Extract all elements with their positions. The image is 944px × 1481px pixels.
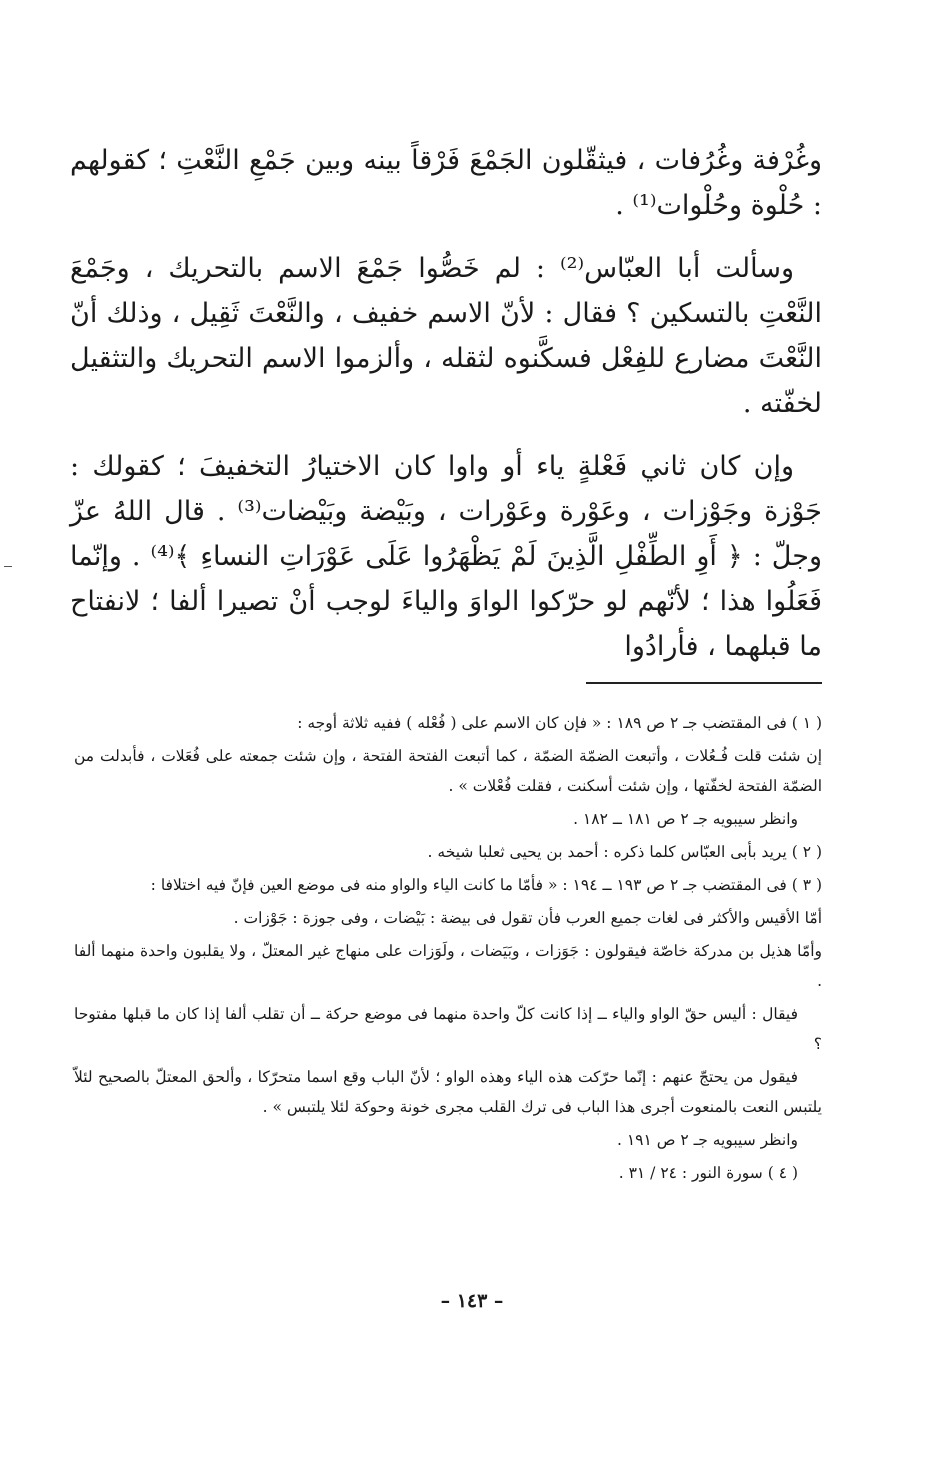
footnote-separator — [586, 682, 822, 684]
footnote-line: ( ٤ ) سورة النور : ٢٤ / ٣١ . — [618, 1164, 798, 1182]
body-paragraph: وإن كان ثاني فَعْلةٍ ياء أو واوا كان الاختيارُ التخفيفَ ؛ كقولك : جَوْزة وجَوْزات ، وعَوْرة وعَوْرات ، وبَيْضة وبَيْضات⁽³⁾ . قال اللهُ عزّ وجلّ : ﴿ أَوِ الطِّفْلِ الَّذِينَ لَمْ يَظْهَرُوا عَلَى عَوْرَاتِ النساءِ ﴾⁽⁴⁾ . وإنّما فَعَلُوا هذا ؛ لأنّهم لو حرّكوا الواوَ والياءَ لوجب أنْ تصيرا ألفا ؛ لانفتاح ما قبلهما ، فأرادُوا — [70, 451, 822, 662]
footnote-line: وأمّا هذيل بن مدركة خاصّة فيقولون : جَوَزات ، وبَيَضات ، ولَوَزات على منهاج غير المعتلّ ، ولا يقلبون واحدة منهما ألفا . — [74, 942, 822, 990]
footnote-line: ( ١ ) فى المقتضب جـ ٢ ص ١٨٩ : « فإن كان الاسم على ( فُعْله ) ففيه ثلاثة أوجه : — [297, 714, 822, 732]
body-paragraph: وسألت أبا العبّاس⁽²⁾ : لم خَصُّوا جَمْعَ الاسم بالتحريك ، وجَمْعَ النَّعْتِ بالتسكين ؟ فقال : لأنّ الاسم خفيف ، والنَّعْتَ ثَقِيل ، وذلك أنّ النَّعْتَ مضارع للفِعْل فسكَّنوه لثقله ، وألزموا الاسم التحريك والتثقيل لخفّته . — [70, 253, 822, 419]
margin-mark — [4, 566, 12, 567]
main-text — [70, 138, 822, 687]
footnote-line: فيقال : أليس حقّ الواو والياء ــ إذا كانت كلّ واحدة منهما فى موضع حركة ــ أن تقلب ألفا إذا كان ما قبلها مفتوحا ؟ — [74, 1005, 822, 1053]
footnote-line: وانظر سيبويه جـ ٢ ص ١٨١ ــ ١٨٢ . — [573, 810, 798, 828]
body-paragraph: وغُرْفة وغُرُفات ، فيثقّلون الجَمْعَ فَرْقاً بينه وبين جَمْعِ النَّعْتِ ؛ كقولهم : حُلْوة وحُلْوات⁽¹⁾ . — [70, 145, 822, 221]
footnote-line: أمّا الأقيس والأكثر فى لغات جميع العرب فأن تقول فى بيضة : بَيْضات ، وفى جوزة : جَوْزات . — [233, 909, 822, 927]
footnote-line: فيقول من يحتجّ عنهم : إنّما حرّكت هذه الياء وهذه الواو ؛ لأنّ الباب وقع اسما متحرّكا ، وألحق المعتلّ بالصحيح لئلاّ يلتبس النعت بالمنعوت أجرى هذا الباب فى ترك القلب مجرى خونة وحوكة لئلا يلتبس » . — [74, 1068, 822, 1116]
footnote-line: وانظر سيبويه جـ ٢ ص ١٩١ . — [616, 1131, 798, 1149]
footnote-line: إن شئت قلت فُـعُلات ، وأتبعت الضمّة الضمّة ، كما أتبعت الفتحة الفتحة ، وإن شئت جمعته على فُعَلات ، فأبدلت من الضمّة الفتحة لخفّتها ، وإن شئت أسكنت ، فقلت فُعْلات » . — [74, 747, 822, 795]
footnotes — [74, 708, 822, 1191]
footnote-line: ( ٣ ) فى المقتضب جـ ٢ ص ١٩٣ ــ ١٩٤ : « فأمّا ما كانت الياء والواو منه فى موضع العين فإنّ فيه اختلافا : — [150, 876, 822, 894]
page-number: – ١٤٣ – — [440, 1290, 504, 1312]
footnote-line: ( ٢ ) يريد بأبى العبّاس كلما ذكره : أحمد بن يحيى ثعلبا شيخه . — [427, 843, 822, 861]
